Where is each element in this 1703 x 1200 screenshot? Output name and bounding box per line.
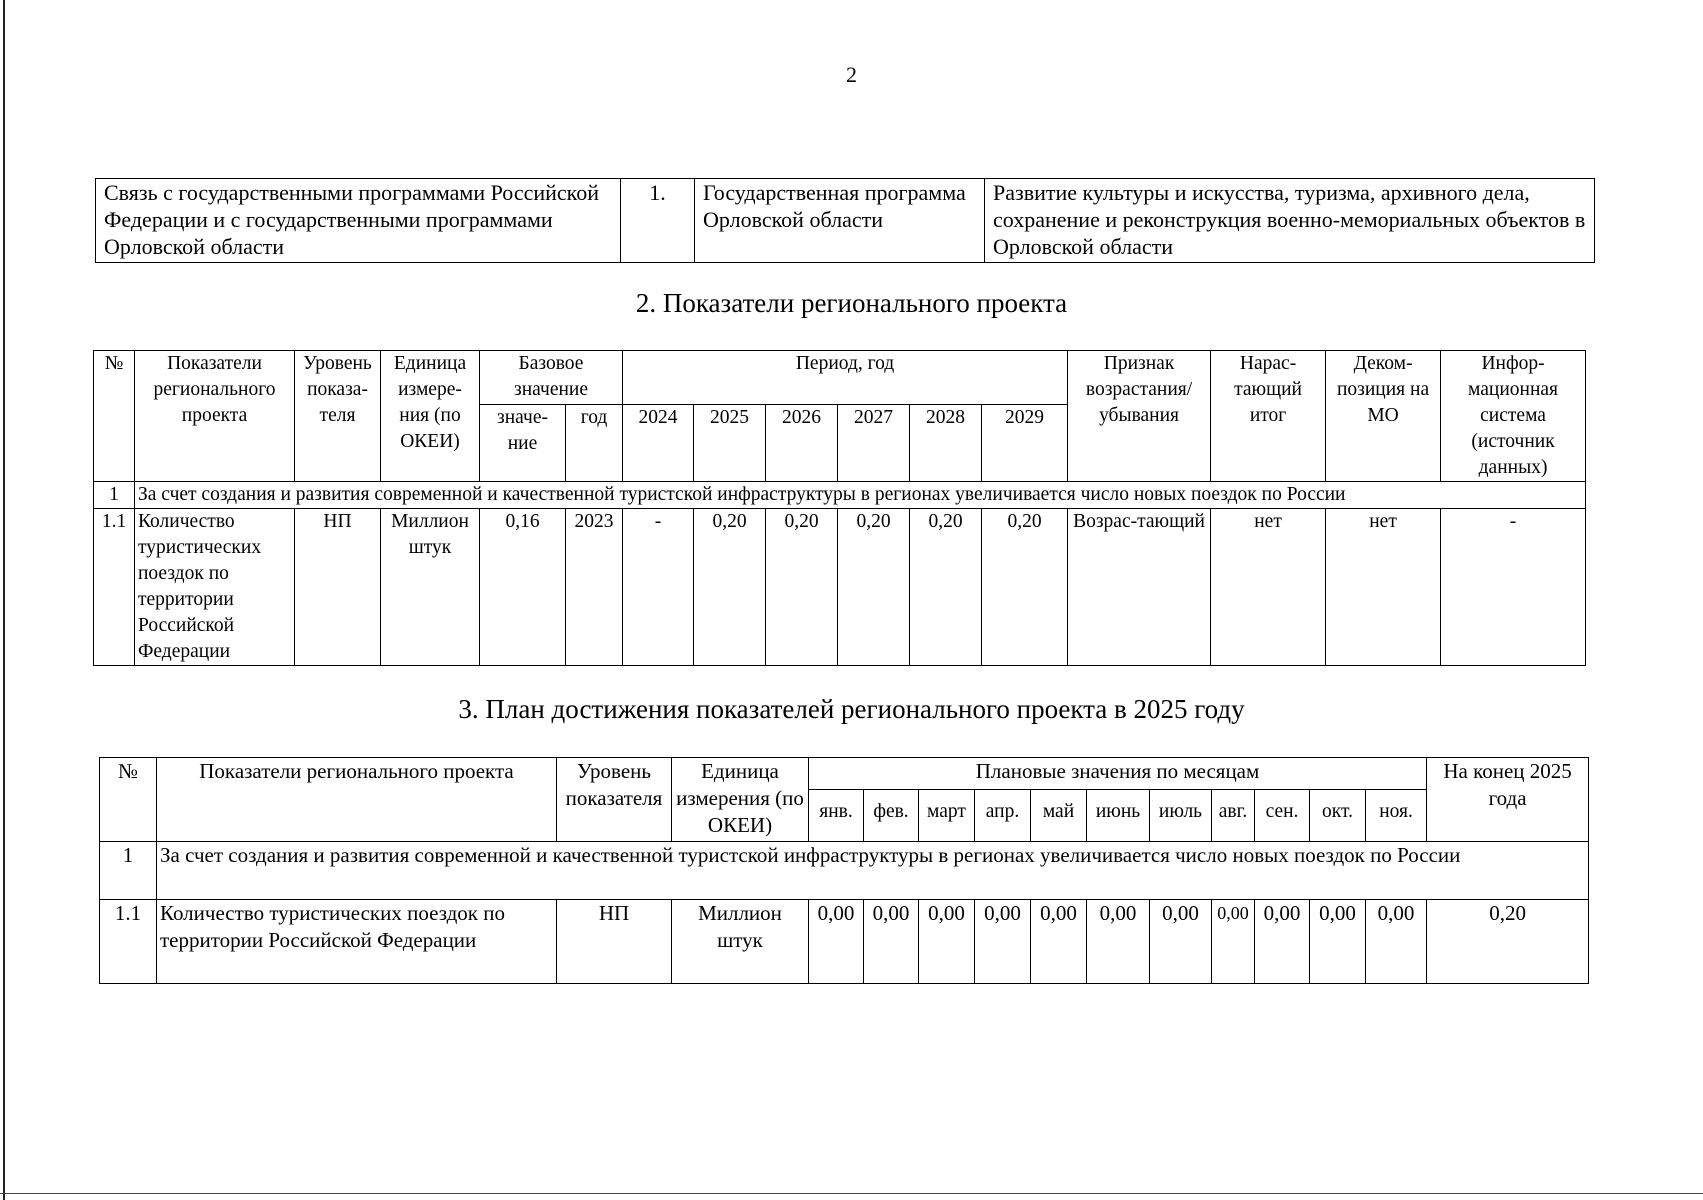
header-year: 2029: [982, 404, 1068, 481]
program-link-label: Связь с государственными программами Российской Федерации и с государственными программами Орловской области: [96, 179, 621, 263]
plan-header-month: март: [919, 790, 975, 842]
plan-header-month: май: [1031, 790, 1087, 842]
header-indicator: Показатели регионального проекта: [135, 351, 295, 482]
row-num: 1.1: [94, 509, 135, 666]
header-sign: Признак возрастания/ убывания: [1068, 351, 1211, 482]
plan-header-num: №: [100, 758, 157, 842]
row-year-value: 0,20: [766, 509, 838, 666]
page-edge-bottom: [0, 1193, 1703, 1194]
plan-group-row: [100, 842, 1589, 900]
plan-row-month-value: 0,00: [975, 900, 1031, 984]
plan-row-level: НП: [557, 900, 672, 984]
row-level: НП: [295, 509, 381, 666]
plan-row-month-value: 0,00: [1366, 900, 1427, 984]
group-num: 1: [94, 482, 135, 509]
row-sign: Возрас-тающий: [1068, 509, 1211, 666]
header-level: Уровень показа-теля: [295, 351, 381, 482]
plan-header-unit: Единица измерения (по ОКЕИ): [672, 758, 809, 842]
header-base: Базовое значение: [480, 351, 623, 405]
row-cumulative: нет: [1211, 509, 1326, 666]
plan-row-month-value: 0,00: [809, 900, 864, 984]
indicators-group-row: [94, 482, 1586, 509]
header-year: 2028: [910, 404, 982, 481]
plan-row-month-value: 0,00: [1087, 900, 1150, 984]
plan-header-months: Плановые значения по месяцам: [809, 758, 1427, 790]
header-period: Период, год: [623, 351, 1068, 405]
group-text: За счет создания и развития современной и качественной туристской инфраструктуры в регионах увеличивается число новых поездок по России: [135, 482, 1586, 509]
header-year: 2024: [623, 404, 694, 481]
row-base-year: 2023: [566, 509, 623, 666]
plan-header-month: янв.: [809, 790, 864, 842]
plan-header-month: июль: [1150, 790, 1212, 842]
plan-header-month: авг.: [1212, 790, 1255, 842]
plan-group-num: 1: [100, 842, 157, 900]
header-num: №: [94, 351, 135, 482]
header-cumulative: Нарас-тающий итог: [1211, 351, 1326, 482]
header-base-year: год: [566, 404, 623, 481]
indicators-header-row-1: [94, 351, 1586, 405]
header-infosystem: Инфор-мационная система (источник данных): [1441, 351, 1586, 482]
plan-row-end-value: 0,20: [1427, 900, 1589, 984]
header-year: 2025: [694, 404, 766, 481]
row-year-value: 0,20: [910, 509, 982, 666]
plan-row-month-value: 0,00: [919, 900, 975, 984]
plan-header-month: ноя.: [1366, 790, 1427, 842]
plan-header-indicator: Показатели регионального проекта: [157, 758, 557, 842]
plan-row-unit: Миллион штук: [672, 900, 809, 984]
page-edge-left: [3, 0, 5, 1200]
row-year-value: 0,20: [694, 509, 766, 666]
row-unit: Миллион штук: [381, 509, 480, 666]
plan-header-month: фев.: [864, 790, 919, 842]
header-year: 2027: [838, 404, 910, 481]
plan-header-end: На конец 2025 года: [1427, 758, 1589, 842]
program-link-program: Государственная программа Орловской области: [695, 179, 985, 263]
indicators-table: [93, 350, 1586, 666]
row-year-value: -: [623, 509, 694, 666]
row-year-value: 0,20: [982, 509, 1068, 666]
plan-header-month: окт.: [1310, 790, 1366, 842]
row-year-value: 0,20: [838, 509, 910, 666]
table-row: [100, 900, 1589, 984]
page-number: 2: [846, 62, 857, 87]
plan-row-num: 1.1: [100, 900, 157, 984]
plan-header-month: июнь: [1087, 790, 1150, 842]
header-decomposition: Деком-позиция на МО: [1326, 351, 1441, 482]
row-base-value: 0,16: [480, 509, 566, 666]
section-2-title: 2. Показатели регионального проекта: [635, 288, 1068, 318]
plan-row-month-value: 0,00: [1212, 900, 1255, 984]
plan-row-month-value: 0,00: [864, 900, 919, 984]
row-indicator: Количество туристических поездок по территории Российской Федерации: [135, 509, 295, 666]
header-base-value: значе-ние: [480, 404, 566, 481]
section-3-title: 3. План достижения показателей регионального проекта в 2025 году: [458, 694, 1245, 724]
program-link-name: Развитие культуры и искусства, туризма, архивного дела, сохранение и реконструкция военно-мемориальных объектов в Орловской области: [985, 179, 1595, 263]
plan-row-month-value: 0,00: [1255, 900, 1310, 984]
table-row: [94, 509, 1586, 666]
plan-row-indicator: Количество туристических поездок по территории Российской Федерации: [157, 900, 557, 984]
plan-row-month-value: 0,00: [1310, 900, 1366, 984]
program-link-table: [95, 178, 1595, 263]
program-link-row: [96, 179, 1595, 263]
plan-table: [99, 757, 1589, 984]
header-year: 2026: [766, 404, 838, 481]
row-decomposition: нет: [1326, 509, 1441, 666]
row-infosystem: -: [1441, 509, 1586, 666]
plan-group-text: За счет создания и развития современной и качественной туристской инфраструктуры в регионах увеличивается число новых поездок по России: [157, 842, 1589, 900]
plan-header-month: сен.: [1255, 790, 1310, 842]
header-unit: Единица измере-ния (по ОКЕИ): [381, 351, 480, 482]
plan-header-row-1: [100, 758, 1589, 790]
plan-row-month-value: 0,00: [1150, 900, 1212, 984]
plan-row-month-value: 0,00: [1031, 900, 1087, 984]
program-link-number: 1.: [621, 179, 695, 263]
plan-header-level: Уровень показателя: [557, 758, 672, 842]
plan-header-month: апр.: [975, 790, 1031, 842]
